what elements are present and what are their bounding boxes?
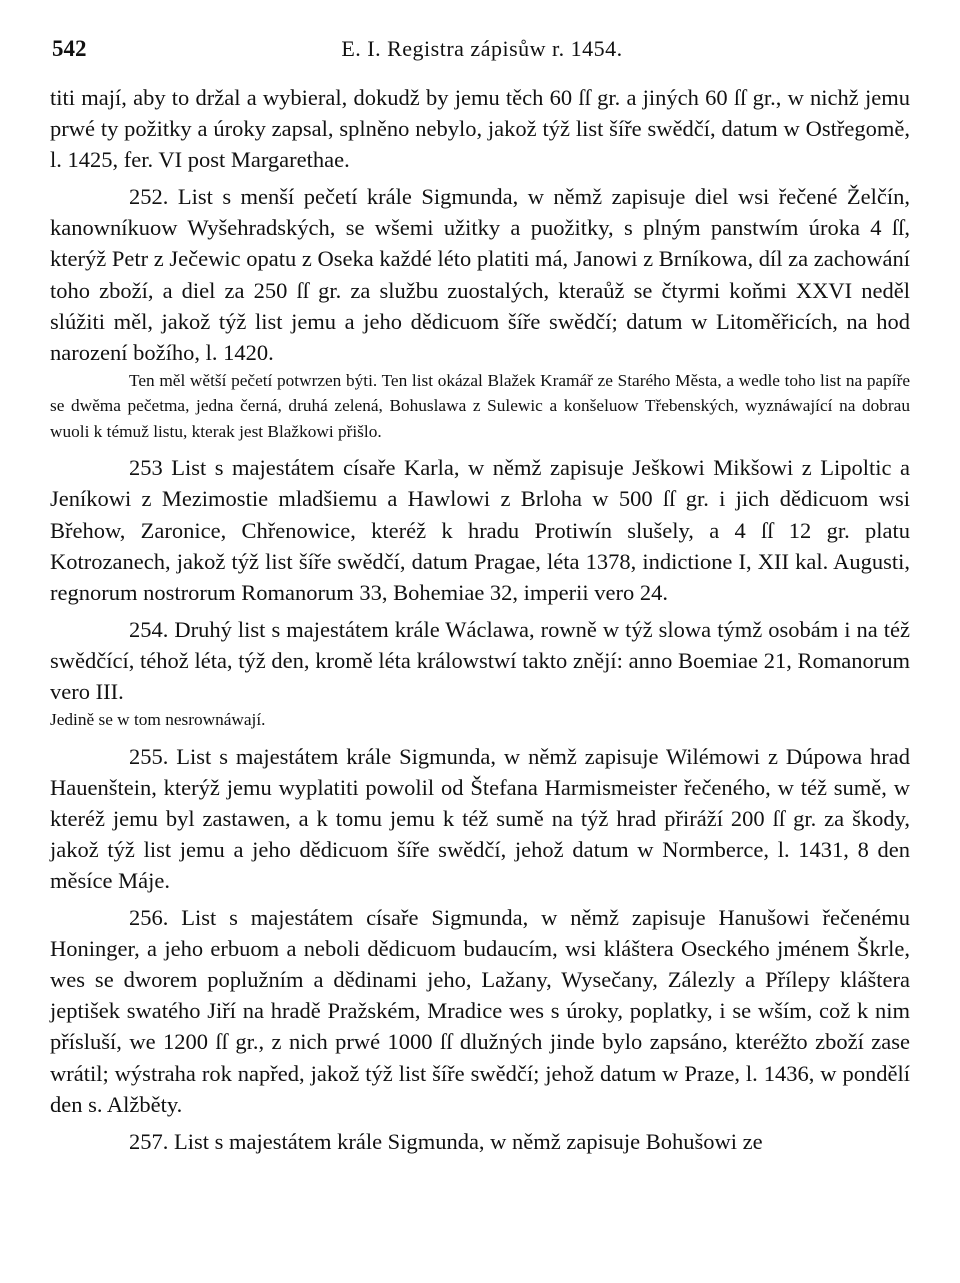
note-252: Ten měl wětší pečetí potwrzen býti. Ten list okázal Blažek Kramář ze Starého Města, a wedle toho list na papíře se dwěma pečetma, jedna černá, druhá zelená, Bohuslawa z Sulewic a konšeluow Třebenských, wyznáwající na dobrau wuoli k témuž listu, kterak jest Blažkowi přišlo.: [50, 370, 910, 441]
page-number: 542: [52, 36, 87, 61]
paragraph-continuation: titi mají, aby to držal a wybieral, dokudž by jemu těch 60 ſſ gr. a jiných 60 ſſ gr., w nichž jemu prwé ty požitky a úroky zapsal, splněno nebylo, jakož týž list šíře swědčí, datum w Ostřegomě, l. 1425, fer. VI post Margarethae.: [50, 85, 910, 173]
note-254: Jedině se w tom nesrownáwají.: [50, 710, 266, 730]
entry-255: 255. List s majestátem krále Sigmunda, w němž zapisuje Wilémowi z Dúpowa hrad Hauenštein, kterýž jemu wyplatiti powolil od Štefana Harmismeister řečeného, w též sumě, w kteréž jemu byl zastawen, a k tomu jemu k též sumě na týž hrad přiráží 200 ſſ gr. za škody, jakož týž list jemu a jeho dědicuom šíře swědčí, jehož datum w Normberce, l. 1431, 8 den měsíce Máje.: [50, 743, 910, 893]
page-header: [52, 28, 912, 68]
body-text: [50, 82, 910, 1157]
entry-252: 252. List s menší pečetí krále Sigmunda, w němž zapisuje diel wsi řečené Želčín, kanowníkuow Wyšehradských, se wšemi užitky a puožitky, s plným panstwím úroka 4 ſſ, kterýž Petr z Ječewic opatu z Oseka každé léto platiti má, Janowi z Brníkowa, díl za zachowání toho zboží, a diel za 250 ſſ gr. za službu zuostalých, kteraůž se čtyrmi koňmi XXVI neděl slúžiti měl, jakož týž list jemu a jeho dědicuom šíře swědčí; datum w Litoměřicích, na hod narození božího, l. 1420.: [50, 184, 910, 365]
entry-253: 253 List s majestátem císaře Karla, w němž zapisuje Ješkowi Mikšowi z Lipoltic a Jeníkowi z Mezimostie mladšiemu a Hawlowi z Brloha w 500 ſſ gr. i jich dědicuom wsi Břehow, Zaronice, Chřenowice, kteréž k hradu Protiwín slušely, a 4 ſſ 12 gr. platu Kotrozanech, jakož týž list šíře swědčí, datum Pragae, léta 1378, indictione I, XII kal. Augusti, regnorum nostrorum Romanorum 33, Bohemiae 32, imperii vero 24.: [50, 455, 910, 605]
entry-257: 257. List s majestátem krále Sigmunda, w němž zapisuje Bohušowi ze: [129, 1128, 763, 1154]
entry-254: 254. Druhý list s majestátem krále Wáclawa, rowně w týž slowa týmž osobám i na též swědčící, téhož léta, týž den, kromě léta králowstwí takto znějí: anno Boemiae 21, Romanorum vero III.: [50, 616, 910, 704]
entry-256: 256. List s majestátem císaře Sigmunda, w němž zapisuje Hanušowi řečenému Honinger, a jeho erbuom a neboli dědicuom budaucím, wsi kláštera Oseckého jménem Škrle, wes se dworem poplužním a dědinami jeho, Lažany, Wysečany, Zálezly a Přílepy kláštera jeptišek swatého Jiří na hradě Pražském, Mradice wes s úroky, poplatky, i se wším, což k nim přísluší, we 1200 ſſ gr., z nich prwé 1000 ſſ dlužných jinde bylo zapsáno, kteréžto zboží zase wrátil; wýstraha rok napřed, jakož týž list šíře swědčí; jehož datum w Praze, l. 1436, w pondělí den s. Alžběty.: [50, 905, 910, 1117]
running-head: E. I. Registra zápisůw r. 1454.: [341, 36, 623, 61]
